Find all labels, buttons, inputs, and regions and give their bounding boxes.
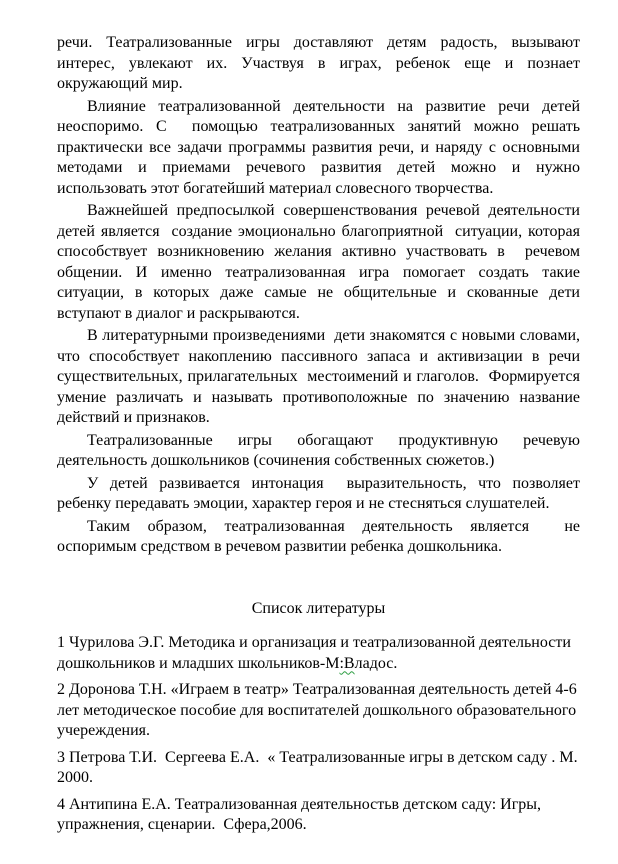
reference-item: 3 Петрова Т.И. Сергеева Е.А. « Театрализованные игры в детском саду . М. 2000. — [57, 748, 582, 786]
body-paragraph-continuation: речи. Театрализованные игры доставляют детям радость, вызывают интерес, увлекают их. Участвуя в играх, ребенок еще и познает окружающий мир. — [57, 34, 584, 92]
body-paragraph: Таким образом, театрализованная деятельность является не оспоримым средством в речевом развитии ребенка дошкольника. — [57, 517, 584, 555]
bibliography-heading: Список литературы — [251, 599, 386, 617]
reference-text: ладос. — [354, 654, 398, 672]
reference-item: 2 Доронова Т.Н. «Играем в театр» Театрализованная деятельность детей 4-6 лет методическое пособие для воспитателей дошкольного образовательного учереждения. — [57, 681, 581, 739]
reference-item: 4 Антипина Е.А. Театрализованная деятельностьв детском саду: Игры, упражнения, сценарии. Сфера,2006. — [57, 795, 546, 833]
reference-list — [57, 633, 580, 836]
body-paragraph: Театрализованные игры обогащают продуктивную речевую деятельность дошкольников (сочинения собственных сюжетов.) — [57, 431, 584, 469]
reference-item — [57, 633, 580, 674]
body-paragraph: В литературными произведениями дети знакомятся с новыми словами, что способствует накоплению пассивного запаса и активизации в речи существительных, прилагательных местоимений и глаголов. Формируется умение различать и называть противоположные по значению название действий и признаков. — [57, 327, 584, 426]
spellcheck-underline: :В — [339, 654, 355, 672]
reference-text: 1 Чурилова Э.Г. Методика и организация и театрализованной деятельности дошкольников и младших школьников-М — [57, 634, 575, 672]
body-paragraph: Важнейшей предпосылкой совершенствования речевой деятельности детей является создание эмоционально благоприятной ситуации, которая способствует возникновению желания активно участвовать в речевом общении. И именно театрализованная игра помогает создать такие ситуации, в которых даже самые не общительные и скованные дети вступают в диалог и раскрываются. — [57, 202, 584, 322]
body-paragraph: У детей развивается интонация выразительность, что позволяет ребенку передавать эмоции, характер героя и не стесняться слушателей. — [57, 474, 584, 512]
body-paragraph: Влияние театрализованной деятельности на развитие речи детей неоспоримо. С помощью театрализованных занятий можно решать практически все задачи программы развития речи, и наряду с основными методами и приемами речевого развития детей можно и нужно использовать этот богатейший материал словесного творчества. — [57, 97, 584, 197]
